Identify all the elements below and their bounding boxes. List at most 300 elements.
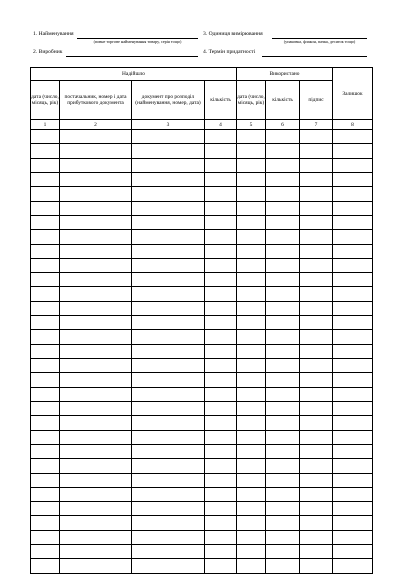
table-cell[interactable]	[31, 559, 60, 573]
table-cell[interactable]	[266, 473, 300, 487]
table-cell[interactable]	[31, 459, 60, 473]
table-cell[interactable]	[333, 387, 373, 401]
table-row	[31, 559, 373, 573]
expiry-field[interactable]	[262, 56, 367, 57]
table-row	[31, 172, 373, 186]
table-cell[interactable]	[333, 516, 373, 530]
table-cell[interactable]	[300, 230, 333, 244]
table-cell[interactable]	[205, 516, 237, 530]
table-cell[interactable]	[31, 387, 60, 401]
table-cell[interactable]	[237, 416, 266, 430]
table-cell[interactable]	[266, 172, 300, 186]
table-cell[interactable]	[205, 144, 237, 158]
table-cell[interactable]	[300, 487, 333, 501]
table-cell[interactable]	[266, 316, 300, 330]
table-cell[interactable]	[237, 444, 266, 458]
table-cell[interactable]	[300, 316, 333, 330]
table-cell[interactable]	[237, 330, 266, 344]
table-cell[interactable]	[237, 430, 266, 444]
table-cell[interactable]	[205, 487, 237, 501]
table-cell[interactable]	[60, 201, 132, 215]
table-cell[interactable]	[300, 516, 333, 530]
table-cell[interactable]	[60, 158, 132, 172]
table-cell[interactable]	[237, 258, 266, 272]
table-cell[interactable]	[205, 545, 237, 559]
table-cell[interactable]	[300, 502, 333, 516]
table-cell[interactable]	[132, 258, 205, 272]
table-cell[interactable]	[60, 359, 132, 373]
table-cell[interactable]	[333, 287, 373, 301]
table-cell[interactable]	[60, 487, 132, 501]
table-cell[interactable]	[333, 559, 373, 573]
table-cell[interactable]	[205, 416, 237, 430]
table-cell[interactable]	[31, 487, 60, 501]
table-cell[interactable]	[31, 301, 60, 315]
group-received-header: Надійшло	[31, 68, 237, 81]
table-cell[interactable]	[60, 273, 132, 287]
table-cell[interactable]	[333, 444, 373, 458]
table-cell[interactable]	[60, 287, 132, 301]
qty-used-header: кількість	[266, 81, 300, 120]
column-number: 4	[205, 120, 237, 130]
table-cell[interactable]	[333, 301, 373, 315]
table-cell[interactable]	[205, 330, 237, 344]
table-cell[interactable]	[300, 201, 333, 215]
table-cell[interactable]	[132, 230, 205, 244]
table-cell[interactable]	[31, 430, 60, 444]
table-cell[interactable]	[300, 473, 333, 487]
table-cell[interactable]	[205, 430, 237, 444]
table-cell[interactable]	[132, 559, 205, 573]
table-cell[interactable]	[300, 387, 333, 401]
table-cell[interactable]	[132, 273, 205, 287]
table-cell[interactable]	[237, 316, 266, 330]
table-cell[interactable]	[132, 530, 205, 544]
table-row	[31, 545, 373, 559]
table-cell[interactable]	[266, 359, 300, 373]
table-row	[31, 130, 373, 144]
table-cell[interactable]	[266, 344, 300, 358]
column-number: 6	[266, 120, 300, 130]
table-cell[interactable]	[333, 487, 373, 501]
table-cell[interactable]	[205, 273, 237, 287]
table-cell[interactable]	[132, 330, 205, 344]
table-cell[interactable]	[333, 401, 373, 415]
table-cell[interactable]	[266, 545, 300, 559]
table-cell[interactable]	[333, 473, 373, 487]
table-row	[31, 387, 373, 401]
table-cell[interactable]	[31, 344, 60, 358]
table-cell[interactable]	[266, 530, 300, 544]
table-cell[interactable]	[60, 187, 132, 201]
table-cell[interactable]	[132, 430, 205, 444]
table-cell[interactable]	[266, 258, 300, 272]
table-cell[interactable]	[300, 187, 333, 201]
table-cell[interactable]	[31, 172, 60, 186]
table-row	[31, 244, 373, 258]
table-cell[interactable]	[132, 516, 205, 530]
table-cell[interactable]	[205, 258, 237, 272]
table-row	[31, 444, 373, 458]
table-row	[31, 330, 373, 344]
table-cell[interactable]	[60, 130, 132, 144]
table-cell[interactable]	[237, 230, 266, 244]
table-cell[interactable]	[300, 430, 333, 444]
table-cell[interactable]	[205, 172, 237, 186]
table-cell[interactable]	[31, 516, 60, 530]
table-cell[interactable]	[31, 545, 60, 559]
table-cell[interactable]	[266, 559, 300, 573]
ledger-rows	[31, 130, 373, 574]
table-cell[interactable]	[31, 187, 60, 201]
table-cell[interactable]	[60, 316, 132, 330]
table-cell[interactable]	[300, 416, 333, 430]
table-cell[interactable]	[237, 530, 266, 544]
table-row	[31, 401, 373, 415]
table-cell[interactable]	[31, 244, 60, 258]
table-cell[interactable]	[60, 530, 132, 544]
table-cell[interactable]	[266, 430, 300, 444]
table-cell[interactable]	[60, 172, 132, 186]
table-cell[interactable]	[205, 344, 237, 358]
table-cell[interactable]	[333, 545, 373, 559]
table-cell[interactable]	[300, 273, 333, 287]
table-cell[interactable]	[266, 158, 300, 172]
table-cell[interactable]	[300, 172, 333, 186]
table-cell[interactable]	[333, 130, 373, 144]
table-cell[interactable]	[266, 516, 300, 530]
table-cell[interactable]	[333, 430, 373, 444]
table-cell[interactable]	[333, 158, 373, 172]
table-cell[interactable]	[333, 373, 373, 387]
table-cell[interactable]	[205, 530, 237, 544]
table-cell[interactable]	[300, 401, 333, 415]
table-cell[interactable]	[31, 215, 60, 229]
table-cell[interactable]	[205, 301, 237, 315]
table-cell[interactable]	[31, 158, 60, 172]
column-number: 5	[237, 120, 266, 130]
table-cell[interactable]	[333, 530, 373, 544]
table-cell[interactable]	[333, 330, 373, 344]
table-cell[interactable]	[266, 502, 300, 516]
table-row	[31, 215, 373, 229]
table-row	[31, 516, 373, 530]
table-cell[interactable]	[300, 344, 333, 358]
table-cell[interactable]	[31, 373, 60, 387]
table-cell[interactable]	[132, 473, 205, 487]
table-cell[interactable]	[237, 244, 266, 258]
table-cell[interactable]	[205, 215, 237, 229]
table-cell[interactable]	[31, 230, 60, 244]
table-cell[interactable]	[300, 144, 333, 158]
table-cell[interactable]	[132, 387, 205, 401]
column-number: 1	[31, 120, 60, 130]
table-cell[interactable]	[266, 273, 300, 287]
table-cell[interactable]	[60, 502, 132, 516]
table-cell[interactable]	[205, 559, 237, 573]
date-received-header: дата (число, місяць, рік)	[31, 81, 60, 120]
table-row	[31, 487, 373, 501]
table-cell[interactable]	[333, 459, 373, 473]
table-cell[interactable]	[60, 416, 132, 430]
table-row	[31, 230, 373, 244]
table-cell[interactable]	[266, 201, 300, 215]
table-cell[interactable]	[333, 316, 373, 330]
table-cell[interactable]	[205, 387, 237, 401]
table-cell[interactable]	[237, 172, 266, 186]
table-cell[interactable]	[333, 144, 373, 158]
table-cell[interactable]	[300, 215, 333, 229]
table-cell[interactable]	[333, 273, 373, 287]
table-cell[interactable]	[333, 359, 373, 373]
table-cell[interactable]	[266, 187, 300, 201]
table-cell[interactable]	[31, 330, 60, 344]
table-cell[interactable]	[266, 444, 300, 458]
table-cell[interactable]	[237, 487, 266, 501]
table-cell[interactable]	[205, 201, 237, 215]
table-row	[31, 344, 373, 358]
table-row	[31, 373, 373, 387]
table-cell[interactable]	[60, 344, 132, 358]
table-cell[interactable]	[31, 130, 60, 144]
table-cell[interactable]	[132, 287, 205, 301]
table-cell[interactable]	[300, 258, 333, 272]
table-row	[31, 430, 373, 444]
table-cell[interactable]	[132, 359, 205, 373]
table-cell[interactable]	[237, 373, 266, 387]
table-cell[interactable]	[237, 144, 266, 158]
table-cell[interactable]	[132, 502, 205, 516]
table-cell[interactable]	[237, 387, 266, 401]
table-cell[interactable]	[31, 273, 60, 287]
table-cell[interactable]	[132, 316, 205, 330]
table-cell[interactable]	[60, 244, 132, 258]
table-cell[interactable]	[60, 401, 132, 415]
table-cell[interactable]	[31, 144, 60, 158]
table-cell[interactable]	[333, 258, 373, 272]
maker-field[interactable]	[66, 56, 198, 57]
table-row	[31, 316, 373, 330]
table-cell[interactable]	[266, 416, 300, 430]
column-number: 3	[132, 120, 205, 130]
table-cell[interactable]	[300, 444, 333, 458]
balance-header: Залишок	[333, 68, 373, 120]
table-cell[interactable]	[132, 144, 205, 158]
signature-header: підпис	[300, 81, 333, 120]
table-row	[31, 473, 373, 487]
table-row	[31, 301, 373, 315]
table-cell[interactable]	[205, 359, 237, 373]
table-cell[interactable]	[300, 130, 333, 144]
table-cell[interactable]	[205, 187, 237, 201]
table-cell[interactable]	[300, 545, 333, 559]
table-cell[interactable]	[237, 201, 266, 215]
qty-received-header: кількість	[205, 81, 237, 120]
table-cell[interactable]	[300, 373, 333, 387]
table-cell[interactable]	[266, 373, 300, 387]
table-cell[interactable]	[205, 316, 237, 330]
table-cell[interactable]	[333, 244, 373, 258]
table-cell[interactable]	[237, 545, 266, 559]
table-cell[interactable]	[266, 230, 300, 244]
table-row	[31, 502, 373, 516]
table-cell[interactable]	[60, 430, 132, 444]
table-cell[interactable]	[237, 344, 266, 358]
table-cell[interactable]	[132, 401, 205, 415]
table-cell[interactable]	[237, 301, 266, 315]
table-cell[interactable]	[31, 401, 60, 415]
table-cell[interactable]	[132, 215, 205, 229]
table-cell[interactable]	[237, 401, 266, 415]
table-cell[interactable]	[132, 244, 205, 258]
table-cell[interactable]	[333, 502, 373, 516]
table-cell[interactable]	[266, 459, 300, 473]
table-cell[interactable]	[205, 401, 237, 415]
maker-label: 2. Виробник	[33, 49, 63, 55]
date-used-header: дата (число, місяць, рік)	[237, 81, 266, 120]
table-cell[interactable]	[300, 244, 333, 258]
table-cell[interactable]	[237, 359, 266, 373]
table-cell[interactable]	[60, 444, 132, 458]
table-cell[interactable]	[31, 287, 60, 301]
table-cell[interactable]	[266, 215, 300, 229]
table-cell[interactable]	[266, 401, 300, 415]
table-cell[interactable]	[132, 487, 205, 501]
group-used-header: Використано	[237, 68, 333, 81]
table-cell[interactable]	[60, 258, 132, 272]
table-cell[interactable]	[205, 158, 237, 172]
table-cell[interactable]	[237, 130, 266, 144]
table-cell[interactable]	[237, 273, 266, 287]
table-cell[interactable]	[237, 559, 266, 573]
table-cell[interactable]	[132, 172, 205, 186]
table-cell[interactable]	[237, 516, 266, 530]
table-cell[interactable]	[300, 330, 333, 344]
table-cell[interactable]	[205, 130, 237, 144]
table-cell[interactable]	[300, 301, 333, 315]
table-cell[interactable]	[60, 330, 132, 344]
table-cell[interactable]	[132, 416, 205, 430]
table-cell[interactable]	[300, 530, 333, 544]
table-cell[interactable]	[205, 444, 237, 458]
table-cell[interactable]	[333, 230, 373, 244]
table-row	[31, 287, 373, 301]
table-cell[interactable]	[60, 387, 132, 401]
table-cell[interactable]	[205, 230, 237, 244]
table-cell[interactable]	[132, 201, 205, 215]
unit-label: 3. Одиниця вимірювання	[203, 31, 263, 37]
table-cell[interactable]	[333, 215, 373, 229]
table-cell[interactable]	[31, 258, 60, 272]
table-cell[interactable]	[132, 301, 205, 315]
table-cell[interactable]	[300, 359, 333, 373]
table-cell[interactable]	[31, 473, 60, 487]
table-cell[interactable]	[266, 287, 300, 301]
table-row	[31, 144, 373, 158]
table-cell[interactable]	[237, 502, 266, 516]
table-cell[interactable]	[266, 144, 300, 158]
table-cell[interactable]	[132, 130, 205, 144]
table-cell[interactable]	[60, 473, 132, 487]
supplier-header: постачальник, номер і дата прибуткового документа	[60, 81, 132, 120]
table-cell[interactable]	[300, 158, 333, 172]
table-cell[interactable]	[333, 416, 373, 430]
table-cell[interactable]	[60, 230, 132, 244]
table-cell[interactable]	[31, 316, 60, 330]
table-cell[interactable]	[132, 444, 205, 458]
table-cell[interactable]	[333, 172, 373, 186]
table-cell[interactable]	[132, 158, 205, 172]
table-cell[interactable]	[333, 187, 373, 201]
table-row	[31, 258, 373, 272]
table-cell[interactable]	[333, 201, 373, 215]
column-number: 7	[300, 120, 333, 130]
unit-hint: (упаковка, флакон, пачка, десяток тощо)	[283, 39, 356, 44]
table-cell[interactable]	[266, 487, 300, 501]
table-cell[interactable]	[237, 287, 266, 301]
table-cell[interactable]	[205, 287, 237, 301]
table-cell[interactable]	[237, 215, 266, 229]
table-cell[interactable]	[266, 330, 300, 344]
table-cell[interactable]	[333, 344, 373, 358]
table-cell[interactable]	[60, 516, 132, 530]
table-cell[interactable]	[31, 502, 60, 516]
table-cell[interactable]	[60, 459, 132, 473]
table-cell[interactable]	[132, 545, 205, 559]
table-cell[interactable]	[132, 459, 205, 473]
ledger-table	[30, 67, 373, 574]
table-cell[interactable]	[300, 287, 333, 301]
table-cell[interactable]	[60, 215, 132, 229]
table-cell[interactable]	[31, 201, 60, 215]
table-cell[interactable]	[237, 473, 266, 487]
table-row	[31, 273, 373, 287]
table-cell[interactable]	[205, 373, 237, 387]
document-header: документ про розподіл (найменування, номер, дата)	[132, 81, 205, 120]
table-cell[interactable]	[205, 502, 237, 516]
table-cell[interactable]	[31, 416, 60, 430]
table-row	[31, 201, 373, 215]
table-cell[interactable]	[132, 373, 205, 387]
table-cell[interactable]	[205, 459, 237, 473]
table-cell[interactable]	[237, 158, 266, 172]
table-cell[interactable]	[266, 130, 300, 144]
table-cell[interactable]	[31, 444, 60, 458]
table-cell[interactable]	[60, 545, 132, 559]
table-cell[interactable]	[300, 559, 333, 573]
table-cell[interactable]	[132, 187, 205, 201]
table-cell[interactable]	[31, 530, 60, 544]
table-cell[interactable]	[266, 244, 300, 258]
table-row	[31, 416, 373, 430]
table-cell[interactable]	[266, 387, 300, 401]
table-cell[interactable]	[60, 559, 132, 573]
table-cell[interactable]	[60, 373, 132, 387]
table-cell[interactable]	[205, 244, 237, 258]
table-cell[interactable]	[300, 459, 333, 473]
table-cell[interactable]	[205, 473, 237, 487]
table-cell[interactable]	[60, 301, 132, 315]
table-cell[interactable]	[31, 359, 60, 373]
name-hint: (повне торгове найменування товару, серія тощо)	[93, 39, 182, 44]
name-label: 1. Найменування	[33, 31, 74, 37]
table-cell[interactable]	[266, 301, 300, 315]
table-row	[31, 359, 373, 373]
table-cell[interactable]	[60, 144, 132, 158]
table-cell[interactable]	[237, 187, 266, 201]
table-cell[interactable]	[237, 459, 266, 473]
table-cell[interactable]	[132, 344, 205, 358]
